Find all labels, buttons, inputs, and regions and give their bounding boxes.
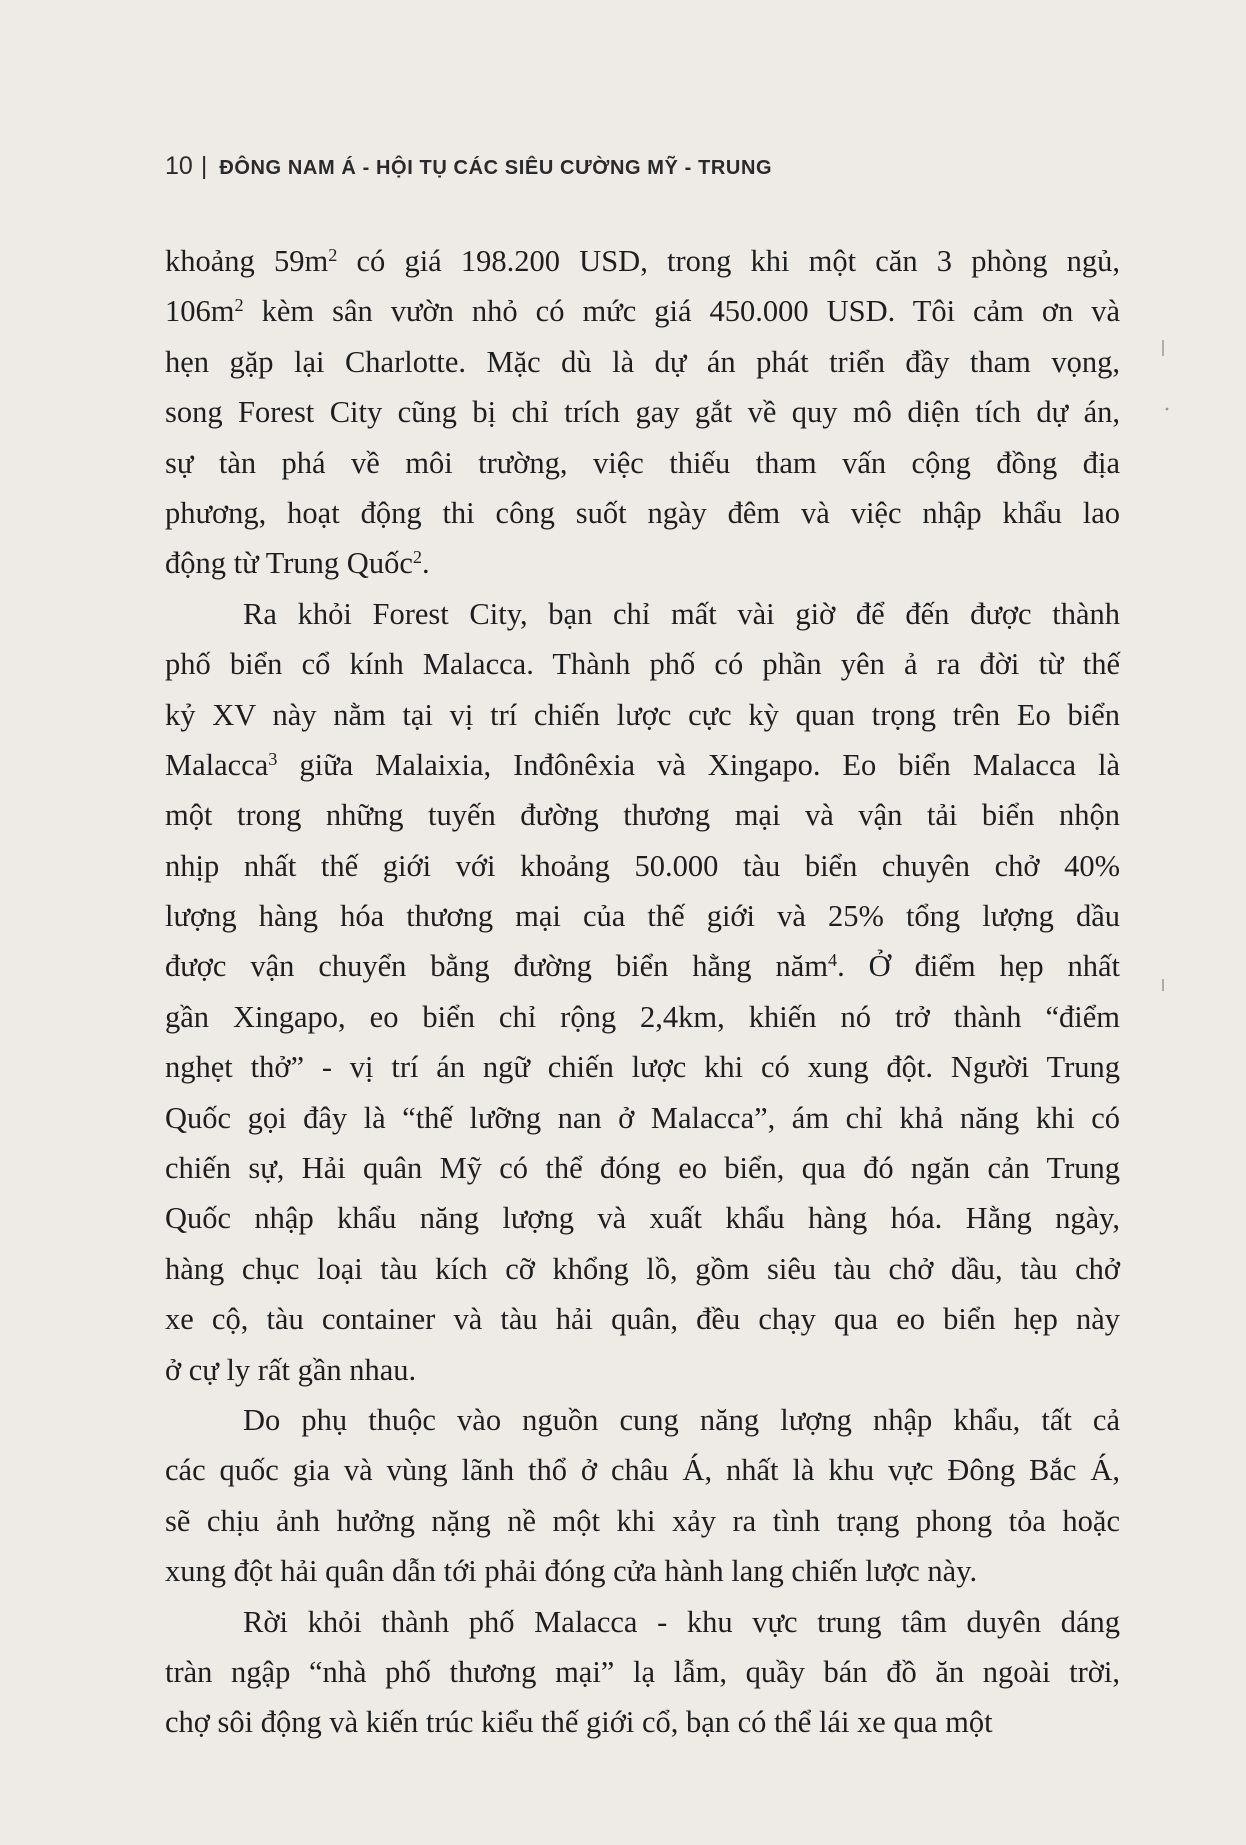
line-text: gần Xingapo, eo biển chỉ rộng 2,4km, khiến nó trở thành “điểm (165, 999, 1120, 1034)
line-text: giữa Malaixia, Inđônêxia và Xingapo. Eo biển Malacca là (277, 747, 1120, 782)
line-text: có giá 198.200 USD, trong khi một căn 3 phòng ngủ, (337, 244, 1120, 278)
line-text: . Ở điểm hẹp nhất (837, 949, 1120, 984)
line-text: lượng hàng hóa thương mại của thế giới và 25% tổng lượng dầu (165, 899, 1120, 934)
line-text: Rời khỏi thành phố Malacca - khu vực trung tâm duyên dáng (243, 1604, 1120, 1639)
line-text: kỷ XV này nằm tại vị trí chiến lược cực kỳ quan trọng trên Eo biển (165, 697, 1120, 732)
line-text: được vận chuyển bằng đường biển hằng năm (165, 949, 828, 984)
paper-speck (1166, 408, 1169, 411)
line-text: ở cự ly rất gần nhau. (165, 1352, 417, 1387)
superscript: 4 (828, 950, 838, 971)
line-text: . (422, 546, 430, 581)
header-separator: | (200, 152, 208, 180)
superscript: 2 (412, 547, 422, 568)
line-text: nhịp nhất thế giới với khoảng 50.000 tàu biển chuyên chở 40% (165, 848, 1120, 883)
line-text: Quốc gọi đây là “thế lưỡng nan ở Malacca”, ám chỉ khả năng khi có (165, 1100, 1120, 1135)
superscript: 2 (328, 244, 338, 265)
line-text: xe cộ, tàu container và tàu hải quân, đều chạy qua eo biển hẹp này (165, 1302, 1120, 1337)
line-text: sự tàn phá về môi trường, việc thiếu tham vấn cộng đồng địa (165, 445, 1120, 480)
line-text: một trong những tuyến đường thương mại và vận tải biển nhộn (165, 798, 1120, 833)
line-text: Ra khỏi Forest City, bạn chỉ mất vài giờ để đến được thành (243, 596, 1120, 631)
line-text: các quốc gia và vùng lãnh thổ ở châu Á, nhất là khu vực Đông Bắc Á, (165, 1453, 1120, 1488)
superscript: 2 (234, 295, 244, 316)
line-text: 106m (165, 294, 235, 329)
line-text: Quốc nhập khẩu năng lượng và xuất khẩu hàng hóa. Hằng ngày, (165, 1201, 1120, 1236)
line-text: sẽ chịu ảnh hưởng nặng nề một khi xảy ra tình trạng phong tỏa hoặc (165, 1503, 1120, 1538)
line-text: phương, hoạt động thi công suốt ngày đêm và việc nhập khẩu lao (165, 495, 1120, 530)
line-text: tràn ngập “nhà phố thương mại” lạ lẫm, quầy bán đồ ăn ngoài trời, (165, 1654, 1120, 1689)
line-text: chợ sôi động và kiến trúc kiểu thế giới cổ, bạn có thể lái xe qua một (165, 1705, 993, 1740)
line-text: hẹn gặp lại Charlotte. Mặc dù là dự án phát triển đầy tham vọng, (165, 344, 1120, 379)
page-number: 10 (165, 152, 193, 180)
line-text: chiến sự, Hải quân Mỹ có thể đóng eo biển, qua đó ngăn cản Trung (165, 1151, 1120, 1186)
superscript: 3 (268, 748, 278, 769)
line-text: phố biển cổ kính Malacca. Thành phố có phần yên ả ra đời từ thế (165, 647, 1120, 682)
line-text: nghẹt thở” - vị trí án ngữ chiến lược khi có xung đột. Người Trung (165, 1050, 1120, 1085)
line-text: song Forest City cũng bị chỉ trích gay gắt về quy mô diện tích dự án, (165, 395, 1120, 430)
line-text: xung đột hải quân dẫn tới phải đóng cửa hành lang chiến lược này. (165, 1554, 978, 1589)
line-text: Malacca (165, 747, 269, 782)
line-text: kèm sân vườn nhỏ có mức giá 450.000 USD. Tôi cảm ơn và (243, 294, 1120, 329)
running-title: ĐÔNG NAM Á - HỘI TỤ CÁC SIÊU CƯỜNG MỸ - TRUNG (219, 157, 773, 179)
line-text: khoảng 59m (165, 244, 329, 278)
line-text: hàng chục loại tàu kích cỡ khổng lồ, gồm siêu tàu chở dầu, tàu chở (165, 1251, 1120, 1286)
line-text: động từ Trung Quốc (165, 546, 413, 581)
line-text: Do phụ thuộc vào nguồn cung năng lượng nhập khẩu, tất cả (243, 1402, 1120, 1437)
